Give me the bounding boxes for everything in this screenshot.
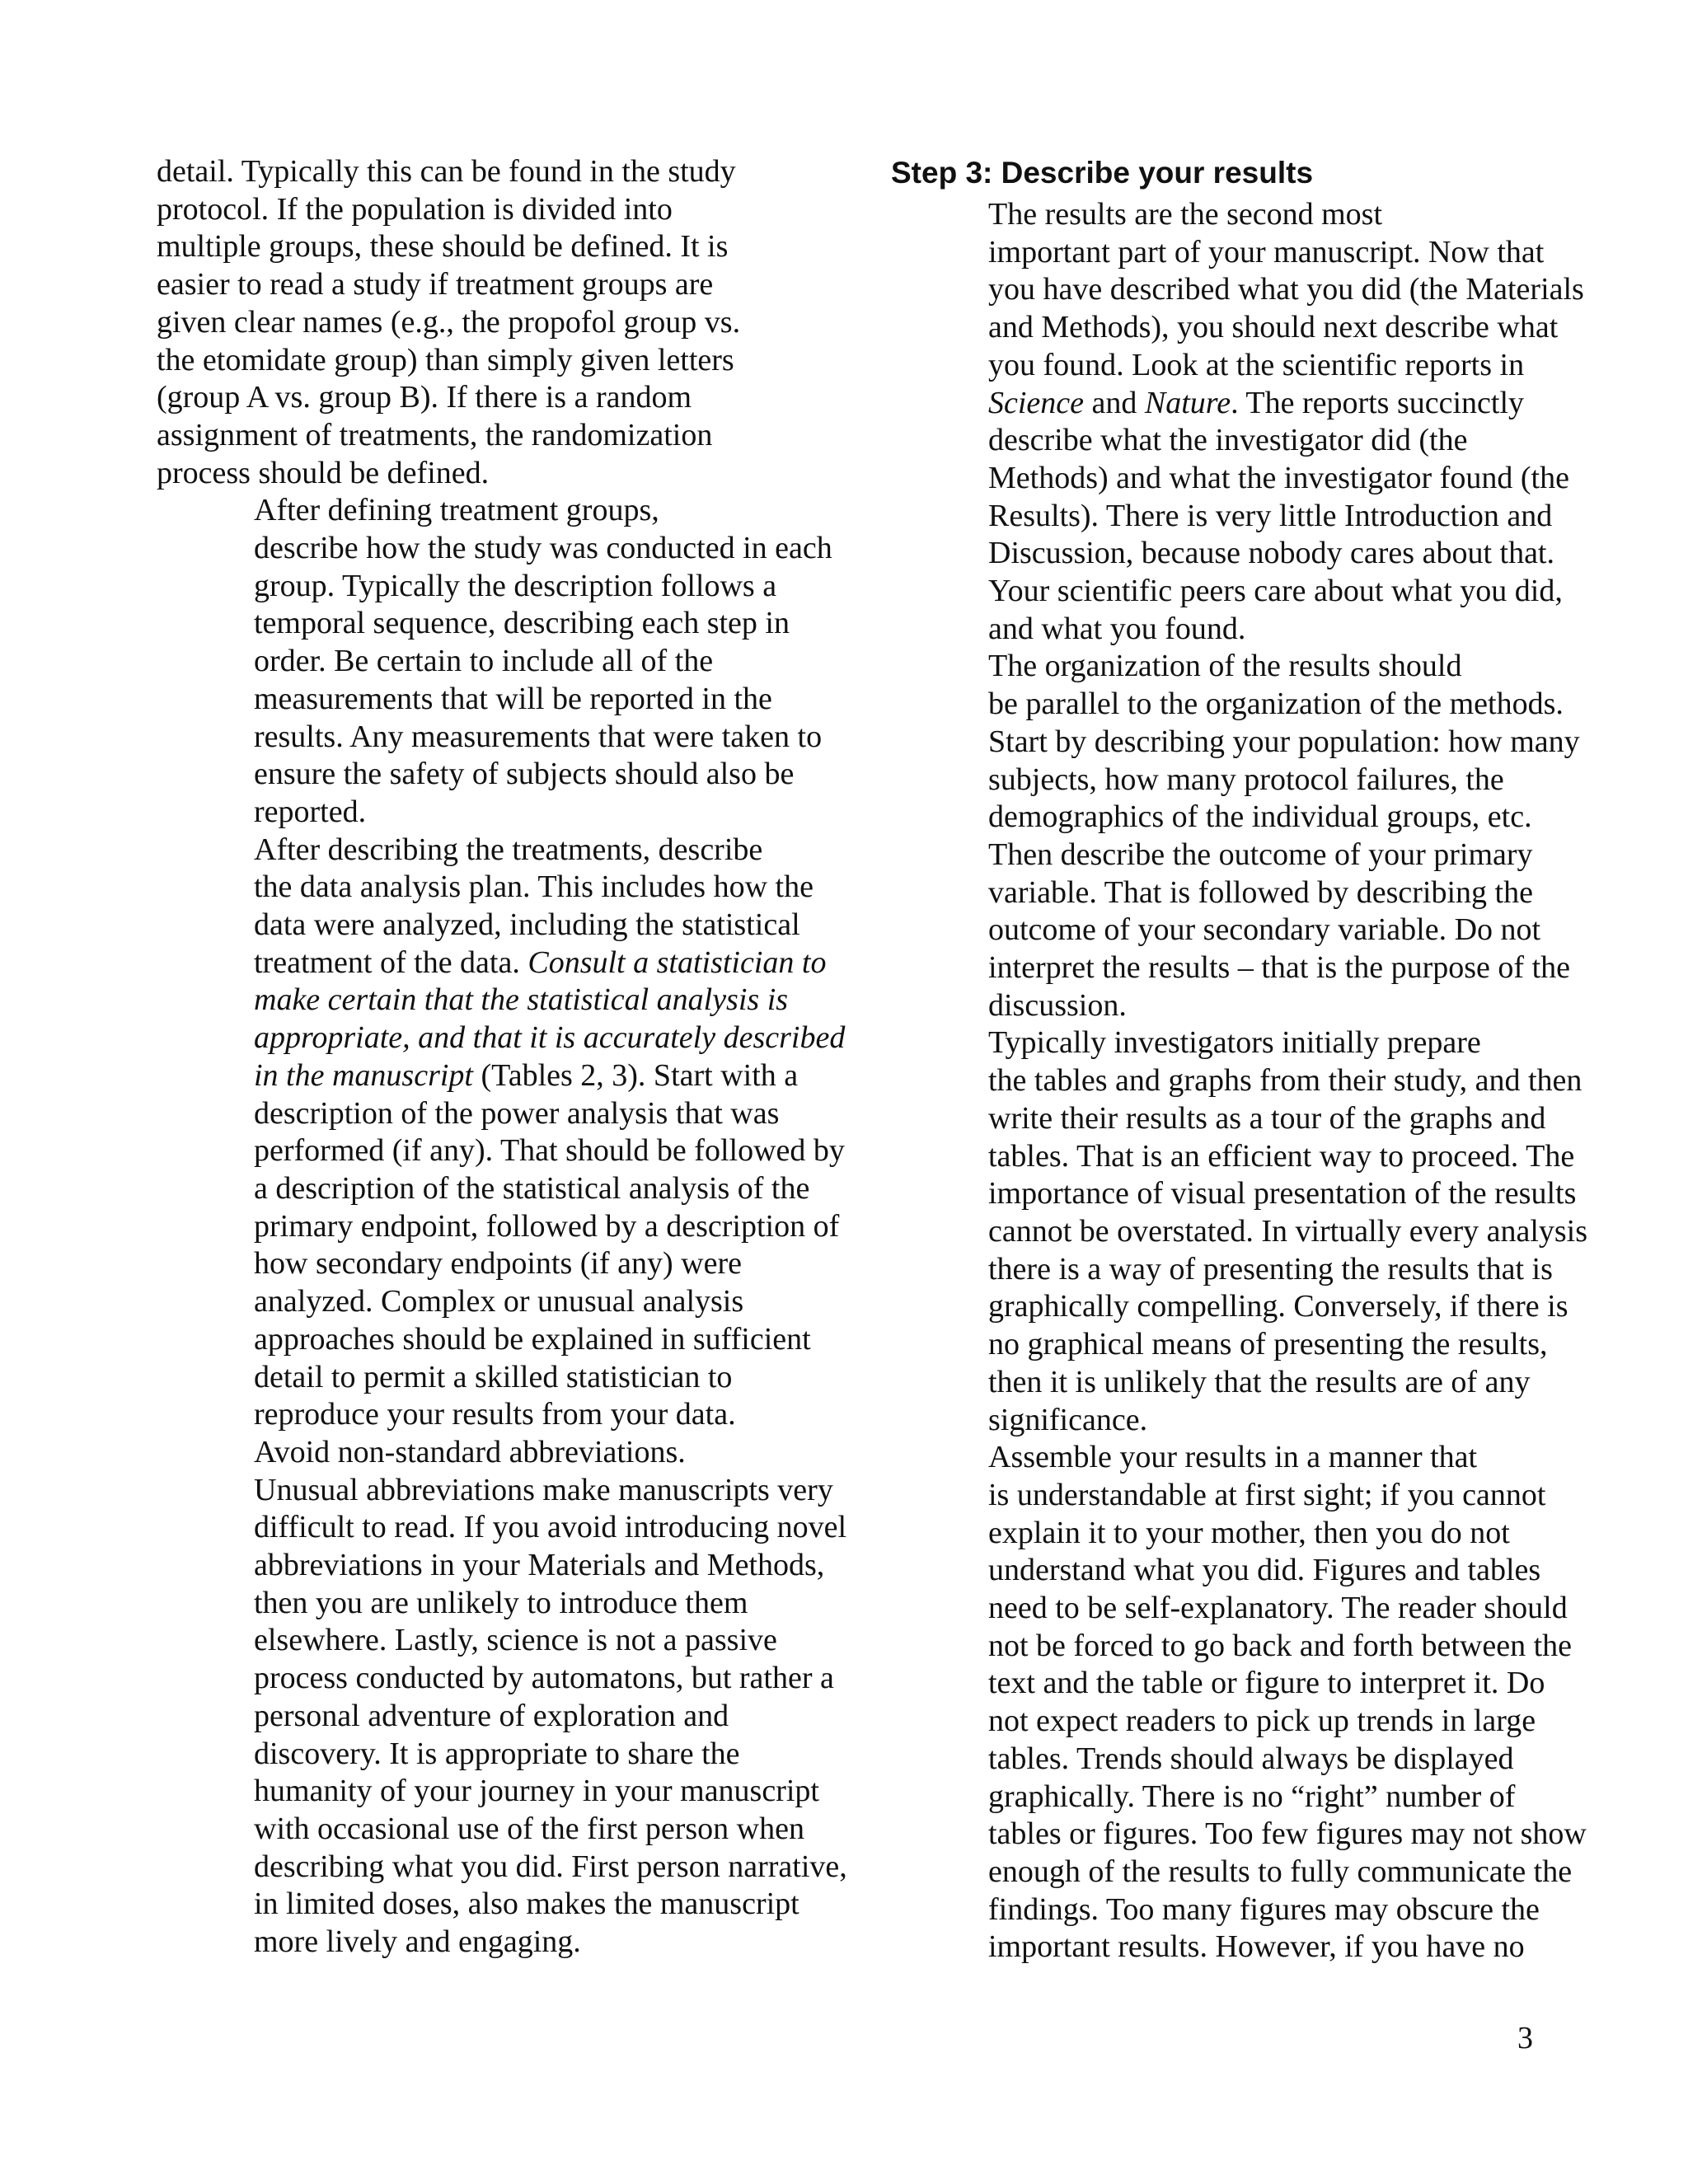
text-line: you found. Look at the scientific reports in [988,347,1525,382]
text-line: subjects, how many protocol failures, the [988,762,1504,797]
text-line: measurements that will be reported in the [254,681,772,716]
text-line: group. Typically the description follows a [254,568,777,603]
text-line: demographics of the individual groups, etc. [988,799,1532,835]
text-line: elsewhere. Lastly, science is not a passive [254,1623,777,1658]
paragraph-results-importance [891,196,1584,648]
text-line: a description of the statistical analysis of the [254,1170,810,1206]
text-line: After defining treatment groups, [254,493,659,528]
text-line: Typically investigators initially prepare [988,1025,1481,1061]
text-line: variable. That is followed by describing the [988,874,1533,910]
text-line: order. Be certain to include all of the [254,644,714,679]
text-line [157,1019,846,1057]
text-line: describe how the study was conducted in each [254,531,832,566]
text-line: be parallel to the organization of the methods. [988,687,1564,722]
text-line: and what you found. [988,611,1246,646]
text-line: primary endpoint, followed by a description of [254,1208,840,1244]
text-line: important results. However, if you have no [988,1929,1525,1965]
paragraph-data-analysis [157,832,846,1434]
text-line: enough of the results to fully communicate the [988,1854,1573,1889]
text-line: describing what you did. First person narrative, [254,1849,847,1884]
text-line: importance of visual presentation of the results [988,1176,1577,1212]
text-line: process should be defined. [157,455,490,490]
text-line: how secondary endpoints (if any) were [254,1246,742,1282]
text-line: tables or figures. Too few figures may not show [988,1816,1587,1852]
paragraph-tables-graphs [891,1024,1588,1439]
text-line: Avoid non-standard abbreviations. [254,1434,686,1469]
text-line: need to be self-explanatory. The reader should [988,1591,1568,1626]
text-line: then it is unlikely that the results are of any [988,1364,1531,1399]
text-line: Assemble your results in a manner that [988,1440,1478,1475]
text-line: multiple groups, these should be defined. It is [157,229,729,265]
text-line: with occasional use of the first person when [254,1811,804,1846]
text-line: understand what you did. Figures and tables [988,1553,1541,1588]
text-line: protocol. If the population is divided into [157,191,673,227]
text-line: the etomidate group) than simply given letters [157,342,734,377]
text-line: tables. Trends should always be displayed [988,1741,1514,1776]
text-line: describe what the investigator did (the [988,423,1468,458]
right-column [891,153,1588,1966]
text-line: then you are unlikely to introduce them [254,1585,748,1620]
text-line: no graphical means of presenting the results, [988,1327,1548,1362]
text-line: assignment of treatments, the randomization [157,417,713,452]
text-line: given clear names (e.g., the propofol group vs. [157,304,741,340]
text-line: graphically compelling. Conversely, if there is [988,1289,1568,1324]
text-line: Your scientific peers care about what you did, [988,574,1563,609]
left-column [157,153,847,1961]
text-line: reproduce your results from your data. [254,1397,736,1432]
text-line: Methods) and what the investigator found (the [988,460,1569,495]
text-line: discovery. It is appropriate to share the [254,1736,740,1771]
text-line: text and the table or figure to interpret it. Do [988,1666,1545,1701]
text-line: not be forced to go back and forth between the [988,1628,1573,1663]
text-line: outcome of your secondary variable. Do not [988,912,1541,948]
text-line: important part of your manuscript. Now that [988,234,1545,269]
text-line: (group A vs. group B). If there is a random [157,380,692,415]
text-line: discussion. [988,987,1127,1023]
paragraph-assemble-results [891,1439,1587,1966]
text-line: there is a way of presenting the results that is [988,1251,1553,1286]
text-line: Results). There is very little Introduction and [988,498,1553,533]
text-line: Unusual abbreviations make manuscripts very [254,1472,833,1507]
text-line: data were analyzed, including the statistical [254,907,800,943]
italic-text: in the manuscript [254,1057,473,1093]
text-line: the data analysis plan. This includes how the [254,869,814,905]
paragraph-treatment-groups [157,492,832,831]
text-line: approaches should be explained in sufficient [254,1321,811,1357]
text-line: Discussion, because nobody cares about that. [988,536,1554,571]
text-line: in limited doses, also makes the manuscript [254,1886,799,1922]
text-line: abbreviations in your Materials and Methods, [254,1548,825,1583]
text-line: is understandable at first sight; if you cannot [988,1477,1546,1512]
italic-text: appropriate, and that it is accurately described [254,1020,846,1056]
text-line: interpret the results – that is the purpose of the [988,950,1570,986]
text-line: the tables and graphs from their study, and then [988,1063,1582,1099]
text-line: temporal sequence, describing each step in [254,606,790,641]
text-line: in the manuscript (Tables 2, 3). Start with a [254,1057,799,1093]
text-line: process conducted by automatons, but rather a [254,1661,834,1696]
text-line: more lively and engaging. [254,1924,581,1960]
italic-text: Consult a statistician to [528,944,827,980]
text-line: The organization of the results should [988,649,1462,684]
text-line: analyzed. Complex or unusual analysis [254,1284,744,1319]
italic-text: Nature [1144,385,1231,420]
paragraph-abbreviations [157,1434,847,1961]
text-line: easier to read a study if treatment groups are [157,267,714,302]
text-line: not expect readers to pick up trends in large [988,1704,1536,1739]
text-line: graphically. There is no “right” number of [988,1779,1516,1814]
text-line: difficult to read. If you avoid introducing novel [254,1510,847,1545]
text-line: you have described what you did (the Materials [988,272,1584,307]
text-line: description of the power analysis that was [254,1095,780,1131]
text-line: Then describe the outcome of your primary [988,837,1533,872]
text-line: cannot be overstated. In virtually every analysis [988,1213,1588,1249]
text-line [157,982,801,1019]
text-line: write their results as a tour of the graphs and [988,1100,1546,1136]
section-heading: Step 3: Describe your results [891,156,1314,190]
text-line: explain it to your mother, then you do not [988,1515,1510,1550]
text-line: humanity of your journey in your manuscript [254,1774,819,1809]
paragraph-population [157,153,801,492]
text-line: reported. [254,794,367,829]
text-line: The results are the second most [988,197,1383,232]
text-line: detail to permit a skilled statistician to [254,1359,733,1394]
text-line: findings. Too many figures may obscure the [988,1891,1540,1927]
text-line: Science and Nature. The reports succinctly [988,385,1525,420]
text-line: After describing the treatments, describe [254,832,763,867]
text-line: ensure the safety of subjects should also be [254,757,795,792]
text-line: treatment of the data. Consult a statistician to [254,944,827,980]
italic-text: make certain that the statistical analysis is [254,982,789,1018]
text-line: results. Any measurements that were taken to [254,719,823,754]
text-line: Start by describing your population: how many [988,724,1580,759]
text-line: and Methods), you should next describe what [988,310,1559,345]
text-line: detail. Typically this can be found in the study [157,154,736,189]
text-line: performed (if any). That should be followed by [254,1133,845,1169]
italic-text: Science [988,385,1085,420]
text-line: personal adventure of exploration and [254,1698,729,1733]
text-line: significance. [988,1402,1148,1437]
text-line: tables. That is an efficient way to proceed. The [988,1138,1575,1174]
paragraph-results-organization [891,648,1580,1024]
page-number: 3 [1517,2021,1533,2055]
